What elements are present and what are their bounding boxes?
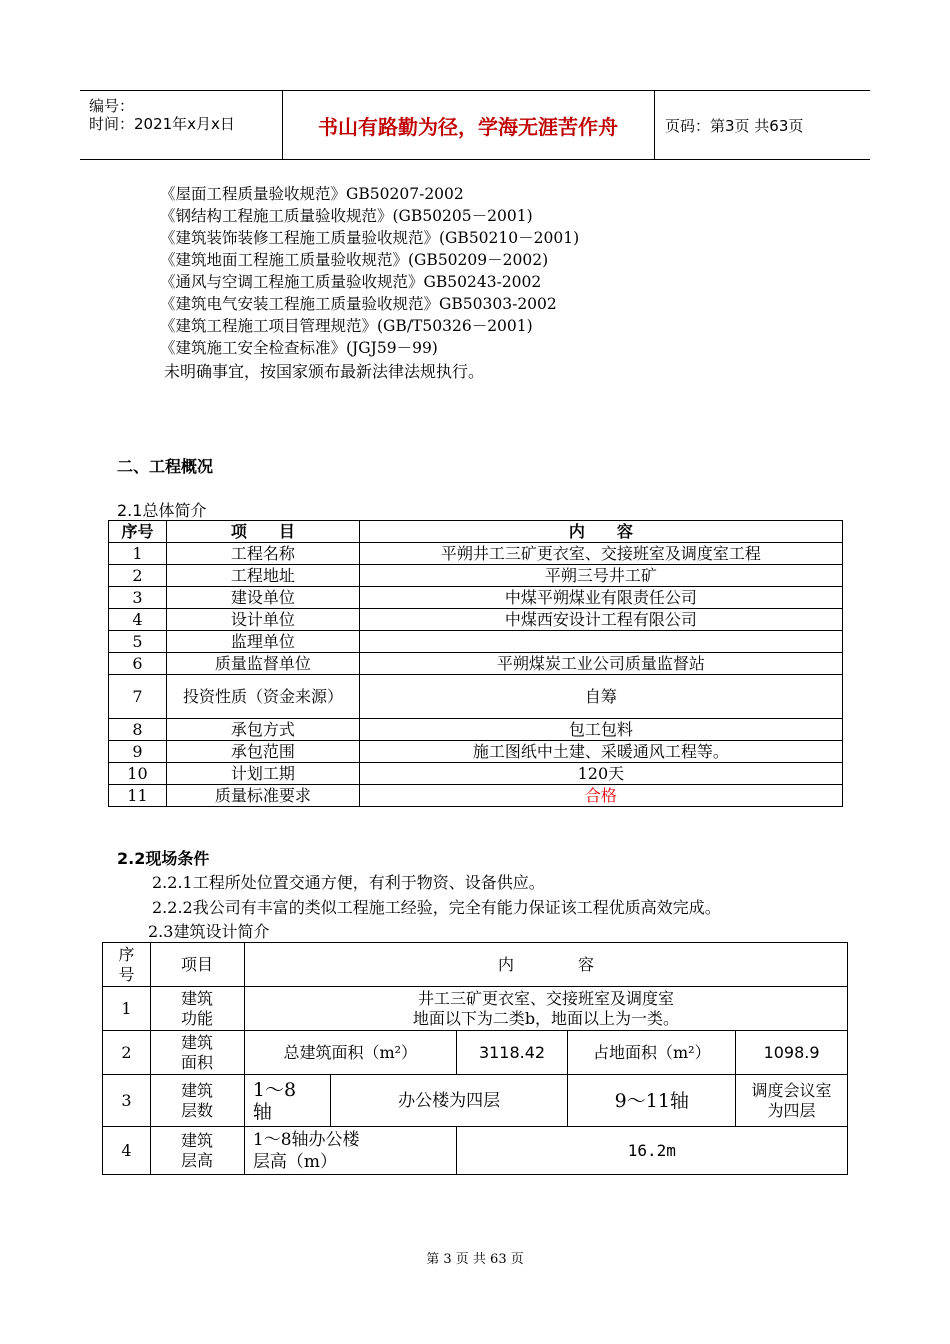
cell-seq: 2 [109,565,167,587]
cell-item: 工程名称 [166,543,359,565]
table-row [109,741,843,763]
table-row [109,587,843,609]
table-row [109,631,843,653]
standard-item: 《屋面工程质量验收规范》GB50207-2002 [160,185,464,203]
cell-item: 建筑层高 [150,1127,244,1175]
cell-label: 总建筑面积（m²） [244,1031,456,1075]
function-line: 地面以下为二类b，地面以上为一类。 [412,1008,680,1028]
header-seq: 序号 [103,943,151,987]
table-row [109,675,843,719]
cell-content: 中煤西安设计工程有限公司 [359,609,842,631]
cell-value: 1098.9 [736,1031,848,1075]
cell-content: 包工包料 [359,719,842,741]
cell-item: 质量标准要求 [166,785,359,807]
cell-seq: 4 [109,609,167,631]
subsection-title: 2.2现场条件 [117,849,210,868]
note-text: 未明确事宜，按国家颁布最新法律法规执行。 [164,362,485,381]
cell-seq: 11 [109,785,167,807]
cell-content: 办公楼为四层 [330,1075,568,1127]
cell-content: 平朔三号井工矿 [359,565,842,587]
cell-seq: 10 [109,763,167,785]
header-meta [80,91,283,159]
cell-seq: 3 [109,587,167,609]
header-seq: 序号 [109,521,167,543]
cell-axis: 9～11轴 [568,1075,736,1127]
subsection-title: 2.3建筑设计简介 [148,922,270,941]
cell-item: 计划工期 [166,763,359,785]
cell-seq: 6 [109,653,167,675]
header-item: 项目 [150,943,244,987]
quality-standard-value: 合格 [359,785,842,807]
page-header [80,90,870,160]
cell-seq: 4 [103,1127,151,1175]
cell-axis: 1～8轴 [244,1075,330,1127]
floor-height-label: 1～8轴办公楼层高（m） [252,1129,360,1172]
cell-seq: 7 [109,675,167,719]
cell-item: 设计单位 [166,609,359,631]
cell-seq: 2 [103,1031,151,1075]
table-row [109,565,843,587]
cell-item: 建筑面积 [150,1031,244,1075]
cell-seq: 9 [109,741,167,763]
table-row [109,763,843,785]
table-row [109,609,843,631]
cell-content: 中煤平朔煤业有限责任公司 [359,587,842,609]
table-row [109,719,843,741]
header-content: 内 容 [244,943,847,987]
cell-content: 调度会议室为四层 [736,1075,848,1127]
document-number: 编号： [89,97,135,115]
page-footer: 第 3 页 共 63 页 [426,1252,524,1267]
header-content: 内 容 [359,521,842,543]
header-page-info: 页码：第3页 共63页 [665,116,804,135]
cell-seq: 8 [109,719,167,741]
standard-item: 《建筑施工安全检查标准》(JGJ59－99) [160,339,438,357]
header-motto: 书山有路勤为径，学海无涯苦作舟 [282,91,655,159]
table-row [109,785,843,807]
cell-seq: 1 [103,987,151,1031]
cell-item: 建筑层数 [150,1075,244,1127]
cell-item: 建筑功能 [150,987,244,1031]
overview-table [108,520,843,807]
standard-item: 《建筑工程施工项目管理规范》(GB/T50326－2001) [160,317,533,335]
cell-item: 建设单位 [166,587,359,609]
cell-content: 平朔井工三矿更衣室、交接班室及调度室工程 [359,543,842,565]
table-row [103,987,848,1031]
cell-label: 占地面积（m²） [568,1031,736,1075]
document-date: 时间：2021年x月x日 [89,115,235,133]
paragraph: 2.2.1工程所处位置交通方便，有利于物资、设备供应。 [152,873,545,892]
cell-item: 工程地址 [166,565,359,587]
cell-item: 投资性质（资金来源） [166,675,359,719]
table-row [109,543,843,565]
paragraph: 2.2.2我公司有丰富的类似工程施工经验，完全有能力保证该工程优质高效完成。 [152,898,721,917]
cell-content [244,987,847,1031]
header-item: 项 目 [166,521,359,543]
design-table [102,942,848,1175]
table-header-row [109,521,843,543]
cell-item: 承包范围 [166,741,359,763]
cell-label [244,1127,456,1175]
standard-item: 《建筑装饰装修工程施工质量验收规范》(GB50210－2001) [160,229,580,247]
cell-seq: 3 [103,1075,151,1127]
cell-content: 自筹 [359,675,842,719]
standard-item: 《钢结构工程施工质量验收规范》(GB50205－2001) [160,207,533,225]
table-header-row [103,943,848,987]
cell-item: 监理单位 [166,631,359,653]
table-row [109,653,843,675]
standard-item: 《建筑电气安装工程施工质量验收规范》GB50303-2002 [160,295,557,313]
function-line: 井工三矿更衣室、交接班室及调度室 [417,988,674,1008]
cell-seq: 5 [109,631,167,653]
cell-content [359,631,842,653]
table-row [103,1031,848,1075]
cell-value: 3118.42 [456,1031,568,1075]
standard-item: 《建筑地面工程施工质量验收规范》(GB50209－2002) [160,251,549,269]
cell-value: 16.2m [456,1127,847,1175]
table-row [103,1075,848,1127]
cell-content: 施工图纸中土建、采暖通风工程等。 [359,741,842,763]
standard-item: 《通风与空调工程施工质量验收规范》GB50243-2002 [160,273,542,291]
section-title: 二、工程概况 [117,457,214,476]
cell-content: 120天 [359,763,842,785]
cell-content: 平朔煤炭工业公司质量监督站 [359,653,842,675]
cell-item: 承包方式 [166,719,359,741]
cell-item: 质量监督单位 [166,653,359,675]
cell-seq: 1 [109,543,167,565]
subsection-title: 2.1总体简介 [117,501,207,520]
table-row [103,1127,848,1175]
